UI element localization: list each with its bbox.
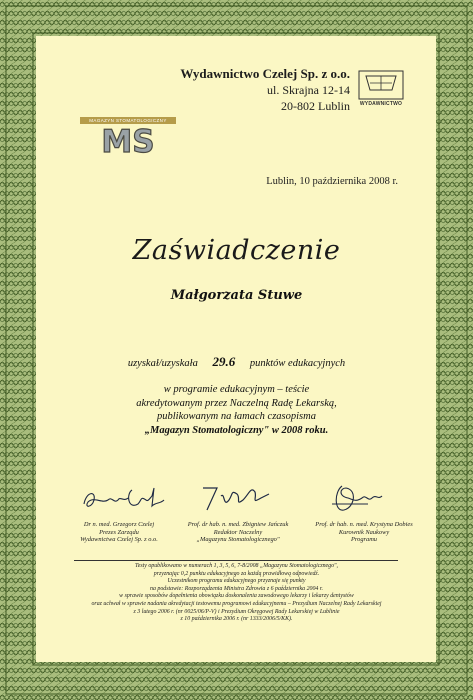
signatory-line: Prof. dr hab. n. med. Zbigniew Jańczuk — [187, 521, 289, 528]
ms-logo-band: MAGAZYN STOMATOLOGICZNY — [80, 117, 176, 124]
legal-line: z 3 lutego 2006 r. (nr 0025/06/P-V) i Prezydium Okręgowej Rady Lekarskiej w Lublinie — [133, 608, 340, 615]
legal-line: Testy opublikowano w numerach 1, 3, 5, 6, 7-8/2008 „Magazynu Stomatologicznego", — [134, 563, 339, 569]
publisher-name: Wydawnictwo Czelej Sp. z o.o. — [180, 66, 350, 81]
signatory-line: Programu — [350, 536, 378, 544]
points-value: 29.6 — [212, 354, 236, 369]
program-line: w programie edukacyjnym – teście — [163, 384, 310, 395]
signatory-line: Redaktor Naczelny — [213, 528, 263, 536]
program-line: publikowanym na łamach czasopisma — [157, 411, 316, 422]
points-line — [0, 354, 473, 370]
signatory-janczuk — [176, 521, 300, 544]
program-line: „Magazyn Stomatologiczny" w 2008 roku. — [144, 424, 329, 436]
signatory-line: Kurownik Naukowy — [338, 528, 390, 536]
points-suffix: punktów edukacyjnych — [249, 358, 346, 369]
signatory-line: „Magazynu Stomatologicznego" — [196, 536, 280, 544]
issue-date: Lublin, 10 października 2008 r. — [266, 176, 398, 187]
points-prefix: uzyskał/uzyskała — [127, 358, 198, 369]
svg-text:MS: MS — [101, 124, 155, 154]
signature-janczuk — [195, 482, 275, 518]
legal-line: oraz uchwał w sprawie nadania akredytacji testowemu programowi edukacyjnemu – Prezydium Naczelnej Rady Lekarskiej — [91, 600, 382, 607]
divider-rule — [74, 560, 398, 561]
signatory-czelej — [60, 521, 178, 544]
signatory-dobies — [302, 521, 426, 544]
signatory-line: Prezes Zarządu — [99, 528, 139, 536]
signature-dobies — [328, 482, 390, 518]
legal-line: w sprawie sposobów dopełnienia obowiązku doskonalenia zawodowego lekarzy i lekarzy dentystów — [119, 593, 354, 600]
publisher-city: 20-802 Lublin — [281, 99, 350, 113]
legal-line: na podstawie: Rozporządzenia Ministra Zdrowia z 6 października 2004 r. — [150, 585, 323, 592]
program-description — [60, 383, 413, 437]
legal-line: Uczestnikom programu edukacyjnego przyznaje się punkty — [167, 578, 306, 585]
certificate-title: Zaświadczenie — [132, 235, 341, 266]
publisher-address — [36, 66, 350, 114]
legal-line: z 10 października 2006 r. (nr 1333/2006/5/KK). — [180, 616, 293, 623]
legal-line: przyznając 0,2 punktu edukacyjnego za każdą prawidłową odpowiedź. — [153, 570, 320, 577]
signatory-line: Prof. dr hab. n. med. Krystyna Dobies — [315, 521, 413, 528]
signature-czelej — [80, 482, 170, 518]
recipient-name: Małgorzata Stuwe — [170, 288, 303, 303]
signatory-line: Dr n. med. Grzegorz Czelej — [83, 521, 155, 528]
czelej-logo-label: WYDAWNICTWO — [359, 101, 403, 107]
signatory-line: Wydawnictwa Czelej Sp. z o.o. — [80, 536, 158, 544]
program-line: akredytowanym przez Naczelną Radę Lekarską, — [136, 397, 337, 409]
legal-notice — [56, 563, 417, 624]
publisher-street: ul. Skrajna 12-14 — [267, 83, 350, 97]
